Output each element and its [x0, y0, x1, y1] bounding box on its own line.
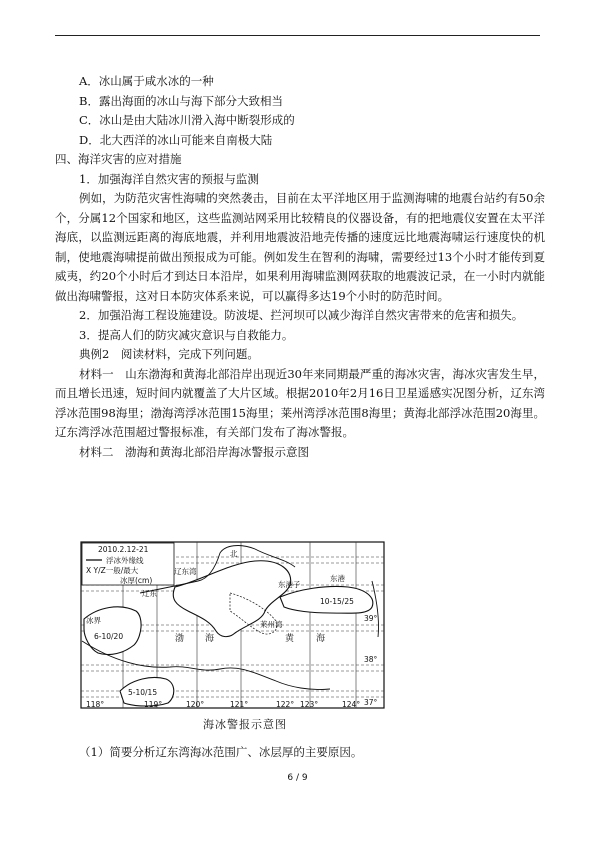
label-bohai-1: 渤: [175, 634, 185, 644]
question-1: （1）简要分析辽东湾海冰范围广、冰层厚的主要原因。: [79, 745, 363, 759]
document-body: [55, 72, 545, 462]
label-liaodong-value: 10-15/25: [320, 597, 354, 606]
lat-label-38: 38°: [364, 655, 378, 664]
legend-date: 2010.2.12-21: [98, 545, 149, 554]
option-b: B．露出海面的冰山与海下部分大致相当: [79, 93, 283, 108]
item-2: 2．加强沿海工程设施建设。防波堤、拦河坝可以减少海洋自然灾害带来的危害和损失。: [79, 308, 524, 322]
label-bohaiwan-value: 6-10/20: [94, 632, 124, 641]
legend-xy: X Y/Z一般/最大: [86, 566, 139, 575]
label-huanghai-2: 海: [316, 634, 326, 644]
lat-label-39: 39°: [364, 614, 378, 623]
example-heading: 典例2 阅读材料，完成下列问题。: [79, 347, 259, 361]
label-bohai-2: 海: [205, 634, 215, 644]
option-c: C．冰山是由大陆冰川滑入海中断裂形成的: [79, 113, 295, 127]
label-ice-region: 冰界: [86, 616, 101, 625]
label-dalian: 东港子: [278, 580, 301, 589]
option-a: A．冰山属于咸水冰的一种: [79, 74, 214, 88]
lon-label-121: 121°: [230, 700, 249, 709]
label-laizhou-value: 5-10/15: [128, 688, 158, 697]
label-liaodong: 辽东湾: [174, 567, 197, 576]
label-donggang: 东港: [330, 574, 345, 583]
lon-label-118: 118°: [86, 700, 105, 709]
sea-ice-map: [80, 541, 385, 709]
lon-label-122: 122°: [276, 700, 295, 709]
item-3: 3．提高人们的防灾减灾意识与自救能力。: [79, 327, 294, 342]
option-d: D．北大西洋的冰山可能来自南极大陆: [79, 132, 273, 147]
sea-ice-map-svg: [80, 541, 385, 709]
page-number: 6 / 9: [287, 773, 308, 783]
lon-label-123: 123°: [300, 700, 319, 709]
lat-label-37: 37°: [364, 698, 378, 707]
lon-label-124: 124°: [342, 700, 361, 709]
label-laizhou: 莱州湾: [260, 620, 283, 629]
lon-label-120: 120°: [186, 700, 205, 709]
item-1: 1．加强海洋自然灾害的预报与监测: [79, 171, 259, 186]
legend-thickness: 冰厚(cm): [120, 576, 153, 585]
lon-label-119: 119°: [144, 700, 163, 709]
section-heading: 四、海洋灾害的应对措施: [55, 152, 182, 166]
legend-line-label: 浮冰外缘线: [106, 556, 144, 565]
label-huanghai-1: 黄: [285, 634, 295, 644]
label-bohai-region: 辽东: [142, 589, 157, 598]
material-1: 材料一 山东渤海和黄海北部沿岸出现近30年来同期最严重的海冰灾害，海冰灾害发生早，而且增长迅速，短时间内就覆盖了大片区域。根据2010年2月16日卫星遥感实况图分析，辽东湾浮冰范围98海里；渤海湾浮冰范围15海里；莱州湾浮冰范围8海里；黄海北部浮冰范围20海里。辽东湾浮冰范围超过警报标准，有关部门发布了海冰警报。: [55, 366, 545, 439]
material-2: 材料二 渤海和黄海北部沿岸海冰警报示意图: [79, 444, 309, 459]
header-rule: [55, 35, 540, 36]
paragraph-tsunami: 例如，为防范灾害性海啸的突然袭击，目前在太平洋地区用于监测海啸的地震台站约有50余个，分属12个国家和地区，这些监测站网采用比较精良的仪器设备，有的把地震仪安置在太平洋海底，以监测远距离的海底地震，并利用地震波沿地壳传播的速度远比地震海啸运行速度快的机制，使地震海啸提前做出预报成为可能。例如发生在智利的海啸，需要经过13个小时才能传到夏威夷，约20个小时后才到达日本沿岸，如果利用海啸监测网获取的地震波记录，在一小时内就能做出海啸警报，这对日本防灾体系来说，可以赢得多达19个小时的防范时间。: [55, 191, 545, 303]
map-caption: 海冰警报示意图: [203, 718, 287, 731]
label-north: 北: [230, 549, 238, 558]
